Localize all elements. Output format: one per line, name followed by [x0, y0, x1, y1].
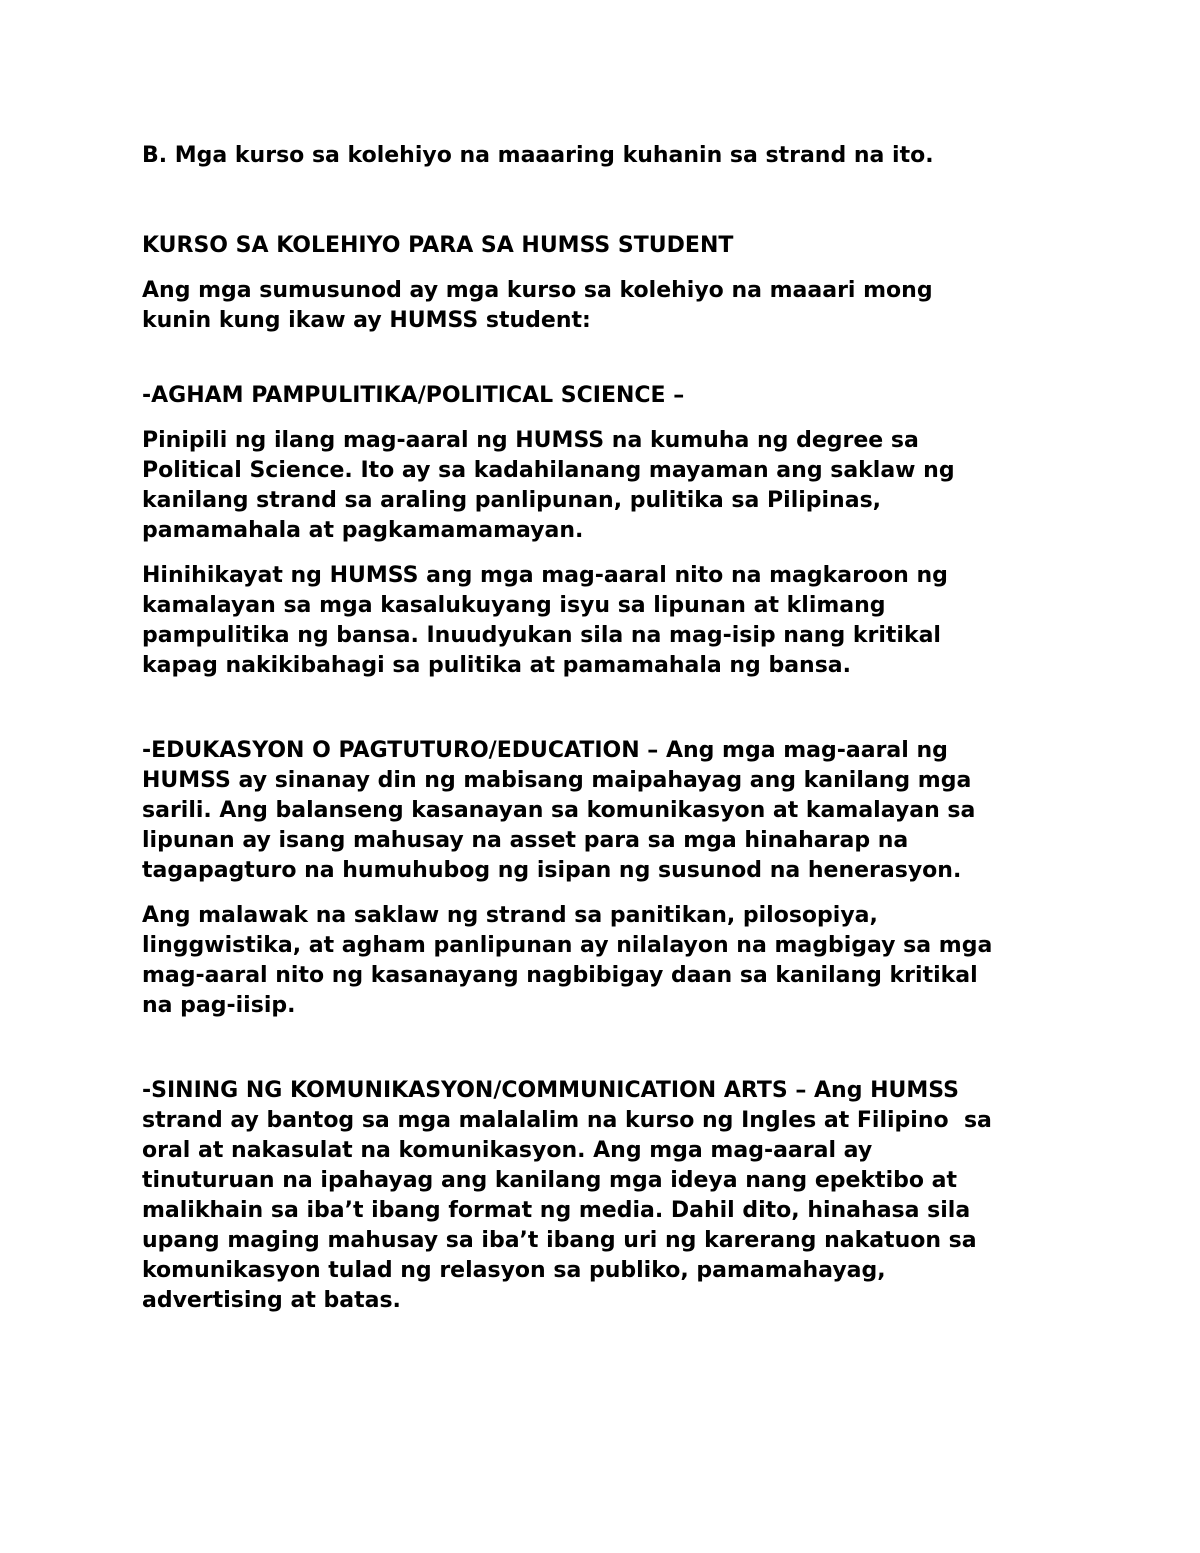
education-paragraph-1: [142, 736, 1072, 886]
commarts-paragraph-1: [142, 1076, 1072, 1316]
text-line: linggwistika, at agham panlipunan ay nilalayon na magbigay sa mga: [142, 933, 993, 958]
text-line: -AGHAM PAMPULITIKA/POLITICAL SCIENCE –: [142, 383, 685, 408]
text-line: upang maging mahusay sa iba’t ibang uri ng karerang nakatuon sa: [142, 1228, 977, 1253]
text-line: -EDUKASYON O PAGTUTURO/EDUCATION – Ang mga mag-aaral ng: [142, 738, 948, 763]
polsci-paragraph-2: [142, 561, 1072, 681]
text-line: HUMSS ay sinanay din ng mabisang maipahayag ang kanilang mga: [142, 768, 972, 793]
text-line: sarili. Ang balanseng kasanayan sa komunikasyon at kamalayan sa: [142, 798, 976, 823]
text-line: B. Mga kurso sa kolehiyo na maaaring kuhanin sa strand na ito.: [142, 143, 934, 168]
intro-line: [142, 141, 1072, 171]
text-line: malikhain sa iba’t ibang format ng media. Dahil dito, hinahasa sila: [142, 1198, 971, 1223]
text-line: tagapagturo na humuhubog ng isipan ng susunod na henerasyon.: [142, 858, 962, 883]
text-line: advertising at batas.: [142, 1288, 401, 1313]
text-line: tinuturuan na ipahayag ang kanilang mga ideya nang epektibo at: [142, 1168, 957, 1193]
text-line: kunin kung ikaw ay HUMSS student:: [142, 308, 591, 333]
text-line: kapag nakikibahagi sa pulitika at pamamahala ng bansa.: [142, 653, 851, 678]
text-line: Political Science. Ito ay sa kadahilanang mayaman ang saklaw ng: [142, 458, 955, 483]
text-line: kamalayan sa mga kasalukuyang isyu sa lipunan at klimang: [142, 593, 886, 618]
section-heading: [142, 231, 1072, 261]
text-line: lipunan ay isang mahusay na asset para sa mga hinaharap na: [142, 828, 909, 853]
education-paragraph-2: [142, 901, 1072, 1021]
text-line: na pag-iisip.: [142, 993, 296, 1018]
text-line: pamamahala at pagkamamamayan.: [142, 518, 584, 543]
text-line: -SINING NG KOMUNIKASYON/COMMUNICATION ARTS – Ang HUMSS: [142, 1078, 959, 1103]
text-line: Ang malawak na saklaw ng strand sa panitikan, pilosopiya,: [142, 903, 878, 928]
polsci-paragraph-1: [142, 426, 1072, 546]
text-line: pampulitika ng bansa. Inuudyukan sila na mag-isip nang kritikal: [142, 623, 941, 648]
text-line: kanilang strand sa araling panlipunan, pulitika sa Pilipinas,: [142, 488, 882, 513]
text-line: oral at nakasulat na komunikasyon. Ang mga mag-aaral ay: [142, 1138, 873, 1163]
text-line: komunikasyon tulad ng relasyon sa publiko, pamamahayag,: [142, 1258, 886, 1283]
text-line: Pinipili ng ilang mag-aaral ng HUMSS na kumuha ng degree sa: [142, 428, 919, 453]
text-line: strand ay bantog sa mga malalalim na kurso ng Ingles at Filipino sa: [142, 1108, 992, 1133]
text-line: Hinihikayat ng HUMSS ang mga mag-aaral nito na magkaroon ng: [142, 563, 948, 588]
polsci-title: [142, 381, 1072, 411]
lead-paragraph: [142, 276, 1072, 336]
text-line: KURSO SA KOLEHIYO PARA SA HUMSS STUDENT: [142, 233, 734, 258]
text-line: mag-aaral nito ng kasanayang nagbibigay daan sa kanilang kritikal: [142, 963, 978, 988]
text-line: Ang mga sumusunod ay mga kurso sa kolehiyo na maaari mong: [142, 278, 933, 303]
document-body: [142, 141, 1072, 1316]
